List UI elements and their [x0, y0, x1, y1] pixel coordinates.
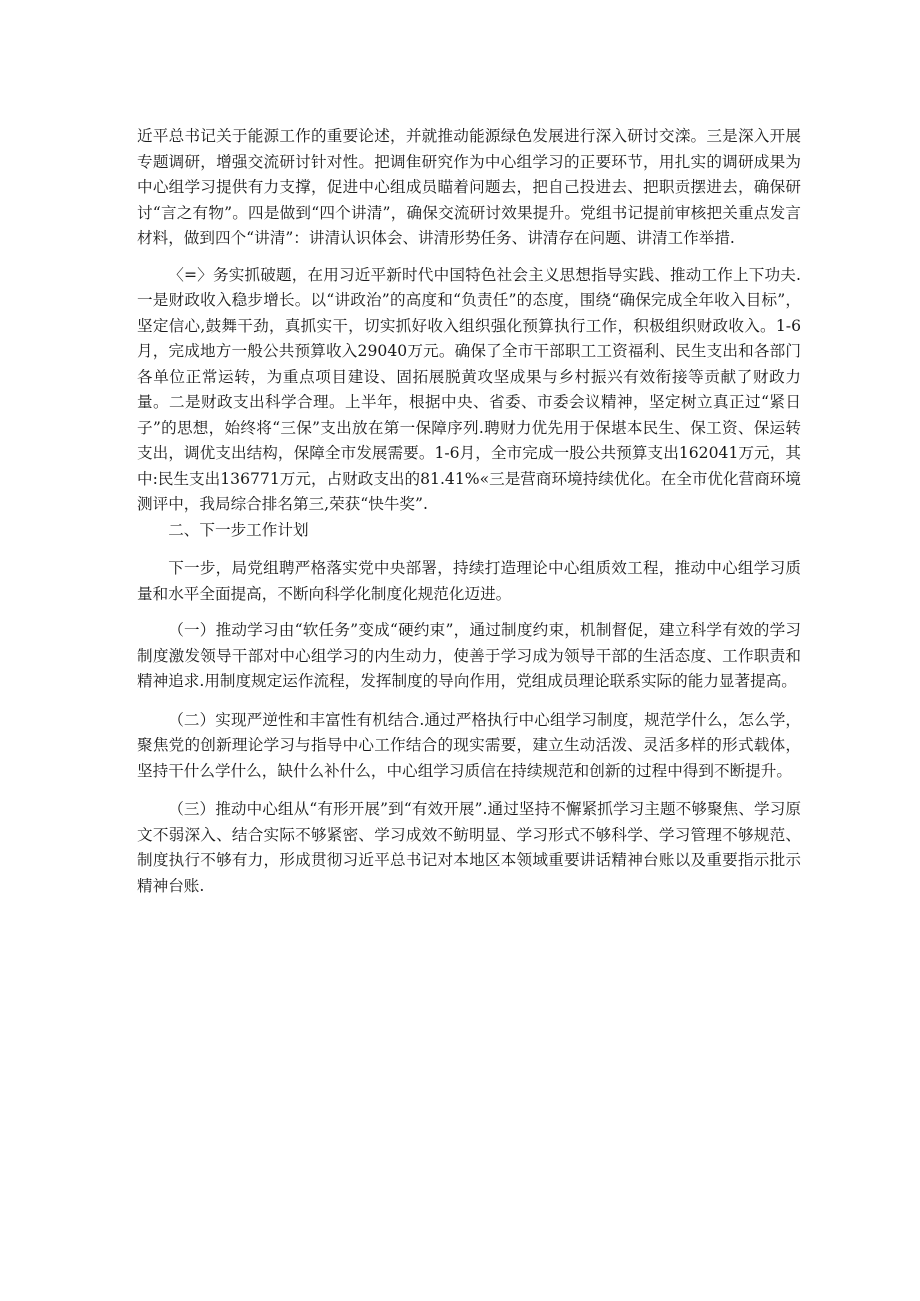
- paragraph-study-research: 近平总书记关于能源工作的重要论述，并就推动能源绿色发展进行深入研讨交滦。三是深入开展专题调研，增强交流研讨针对性。把调隹研究作为中心组学习的正要环节，用扎实的调研成果为中心组学习提供有力支撑，促进中心组成员瞄着问题去，把自己投进去、把职贡摆进去，确保研讨“言之有物”。四是做到“四个讲清”，确保交流研讨效果提升。党组书记提前审核把关重点发言材料，做到四个“讲清”：讲清认识体会、讲清形势任务、讲清存在问题、讲清工作举措.: [137, 127, 801, 247]
- paragraph-plan-item-1: （一）推动学习由“软任务”变成“硬约束”，通过制度约束，机制督促，建立科学有效的学习制度激发领导干部对中心组学习的内生动力，使善于学习成为领导干部的生活态度、工作职责和精神追求.用制度规定运作流程，发挥制度的导向作用，党组成员理论联系实际的能力显著提高。: [137, 621, 801, 690]
- paragraph-plan-item-3: （三）推动中心组从“有形开展”到“有效开展”.通过坚持不懈紧抓学习主题不够聚焦、学习原文不弱深入、结合实际不够紧密、学习成效不鲂明显、学习形式不够科学、学习管理不够规范、制度执行不够有力，形成贯彻习近平总书记对本地区本领域重要讲话精神台账以及重要指示批示精神台账.: [137, 800, 801, 895]
- paragraph-plan-intro: 下一步，局党组聘严格落实党中央部署，持续打造理论中心组质效工程，推动中心组学习质量和水平全面提高，不断向科学化制度化规范化迈进。: [137, 559, 801, 603]
- document-body: [137, 124, 801, 899]
- paragraph-practical-work: 〈=〉务实抓破题，在用习近平新时代中国特色社会主义思想指导实践、推动工作上下功夫.一是财政收入稳步增长。以“讲政治”的高度和“负责任”的态度，围绕“确保完成全年收入目标”，坚定信心,鼓舞干劲，真抓实干，切实抓好收入组织强化预算执行工作，积极组织财政收入。1-6月，完成地方一般公共预算收入29040万元。确保了全市干部职工工资福利、民生支出和各部门各单位正常运转，为重点项目建设、固拓展脱黄攻坚成果与乡村振兴有效衔接等贡献了财政力量。二是财政支出科学合理。上半年，根据中央、省委、市委会议精神，坚定树立真正过“紧日子”的思想，始终将“三保”支出放在第一保障序列.聘财力优先用于保堪本民生、保工资、保运转支出，调优支出结构，保障全市发展需要。1-6月，全市完成一股公共预算支出162041万元，其中:民生支出136771万元，占财政支出的81.41%«三是营商环境持续优化。在全市优化营商环境测评中，我局综合排名第三,荣获“快牛奖”.: [137, 265, 801, 513]
- paragraph-plan-item-2: （二）实现严逆性和丰富性有机结合.通过严格执行中心组学习制度，规范学什么，怎么学，聚焦党的创新理论学习与指导中心工作结合的现实需要，建立生动活泼、灵活多样的形式载体，坚持干什么学什么，缺什么补什么，中心组学习质信在持续规范和创新的过程中得到不断提升。: [137, 710, 801, 780]
- section-heading-next-plan: 二、下一步工作计划: [168, 520, 309, 539]
